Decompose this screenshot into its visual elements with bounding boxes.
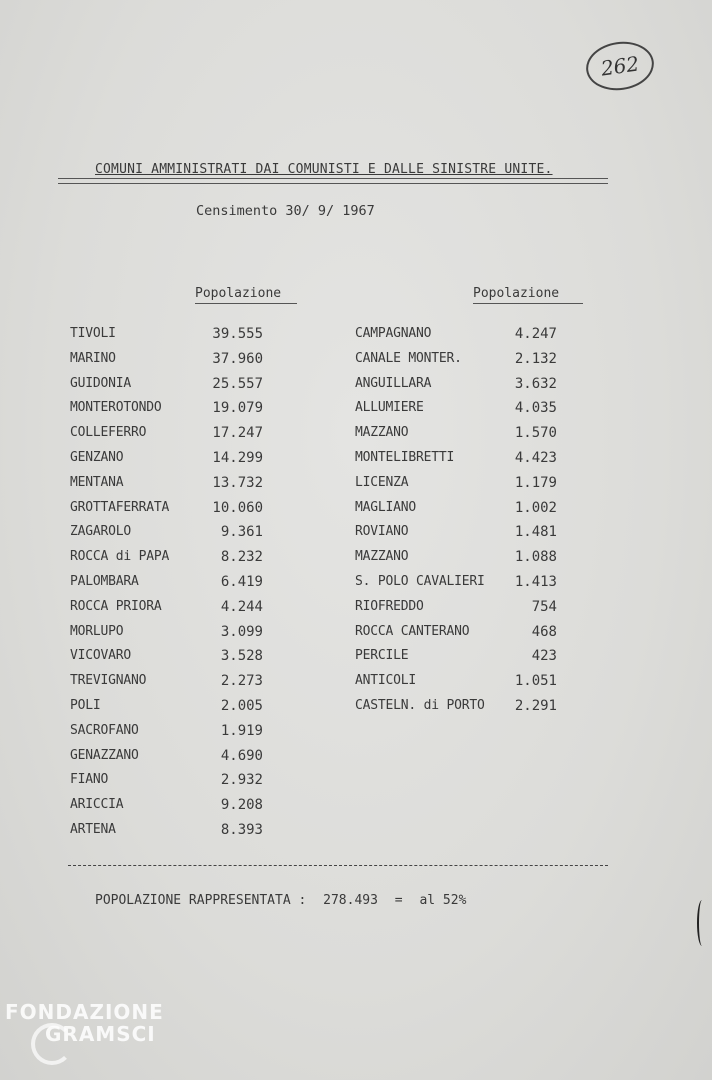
municipality-row: [355, 524, 560, 544]
municipality-population: 19.079: [212, 400, 263, 417]
municipality-population: 10.060: [212, 499, 263, 516]
municipality-name: GUIDONIA: [70, 375, 132, 391]
municipality-row: [355, 648, 560, 668]
column-header-right: Popolazione: [473, 286, 583, 304]
municipality-row: [355, 500, 560, 520]
municipality-row: [70, 673, 270, 693]
municipality-name: MARINO: [70, 350, 116, 366]
municipality-row: [70, 351, 270, 371]
municipality-row: [70, 450, 270, 470]
municipality-population: 3.099: [220, 623, 263, 640]
municipality-row: [70, 500, 270, 520]
municipality-population: 4.035: [514, 400, 557, 417]
municipality-name: CAMPAGNANO: [355, 326, 432, 341]
municipality-population: 9.208: [220, 797, 263, 814]
municipality-population: 1.002: [514, 499, 557, 516]
municipality-row: [70, 599, 270, 619]
summary-label: POPOLAZIONE RAPPRESENTATA :: [95, 893, 307, 908]
municipality-name: ARICCIA: [70, 797, 124, 813]
municipality-row: [70, 326, 270, 346]
municipality-row: [70, 376, 270, 396]
municipality-population: 423: [531, 648, 557, 665]
municipality-name: PERCILE: [355, 648, 409, 664]
municipality-name: GROTTAFERRATA: [70, 499, 170, 515]
municipality-population: 1.413: [514, 574, 557, 590]
municipality-name: TREVIGNANO: [70, 673, 147, 689]
municipality-name: GENZANO: [70, 450, 124, 465]
municipality-name: MAZZANO: [355, 425, 409, 441]
municipality-population: 25.557: [212, 375, 263, 392]
municipality-row: [70, 748, 270, 768]
title-double-underline: [58, 178, 608, 184]
fondazione-gramsci-watermark: [5, 1001, 164, 1045]
municipality-name: MORLUPO: [70, 623, 124, 639]
municipality-name: CASTELN. di PORTO: [355, 698, 485, 713]
municipality-name: VICOVARO: [70, 648, 132, 664]
municipality-population: 4.244: [220, 598, 263, 615]
municipality-name: CANALE MONTER.: [355, 350, 462, 366]
municipality-population: 3.528: [220, 648, 263, 665]
municipality-population: 8.232: [220, 549, 263, 566]
municipality-row: [70, 475, 270, 495]
municipality-population: 2.273: [220, 673, 263, 690]
municipality-row: [70, 797, 270, 817]
municipality-population: 4.423: [514, 450, 557, 466]
municipality-row: [355, 698, 560, 718]
municipality-row: [355, 549, 560, 569]
municipality-population: 2.005: [220, 698, 263, 714]
municipality-row: [355, 450, 560, 470]
municipality-population: 2.291: [514, 698, 557, 714]
municipality-population: 1.570: [514, 425, 557, 442]
municipality-population: 1.179: [514, 474, 557, 491]
summary-percent: al 52%: [419, 893, 467, 908]
municipality-row: [70, 524, 270, 544]
municipality-name: COLLEFERRO: [70, 425, 147, 441]
summary-divider: [68, 865, 608, 866]
municipality-name: ROVIANO: [355, 524, 409, 540]
municipality-population: 13.732: [212, 474, 263, 491]
municipality-population: 9.361: [220, 524, 263, 541]
margin-pen-mark: [697, 900, 707, 946]
municipality-row: [70, 574, 270, 594]
municipality-population: 468: [531, 623, 557, 640]
population-summary: [95, 893, 475, 908]
municipality-population: 3.632: [514, 375, 557, 392]
municipality-row: [70, 822, 270, 842]
municipality-population: 8.393: [220, 822, 263, 838]
municipality-row: [70, 648, 270, 668]
municipality-name: ARTENA: [70, 822, 116, 837]
municipality-population: 2.932: [220, 772, 263, 789]
municipality-row: [355, 673, 560, 693]
municipality-row: [70, 698, 270, 718]
municipality-name: PALOMBARA: [70, 574, 139, 589]
municipality-row: [355, 326, 560, 346]
watermark-line-1: FONDAZIONE: [5, 1000, 164, 1024]
municipality-row: [70, 425, 270, 445]
municipality-population: 14.299: [212, 450, 263, 466]
municipality-row: [355, 425, 560, 445]
municipality-name: ROCCA CANTERANO: [355, 623, 470, 639]
municipality-name: GENAZZANO: [70, 747, 139, 763]
municipality-name: ANGUILLARA: [355, 375, 432, 391]
municipality-row: [355, 624, 560, 644]
municipality-population: 1.051: [514, 673, 557, 690]
page-number-stamp: 262: [583, 38, 657, 95]
municipality-row: [70, 624, 270, 644]
municipality-row: [355, 400, 560, 420]
municipality-row: [70, 772, 270, 792]
municipality-row: [70, 723, 270, 743]
municipality-row: [70, 549, 270, 569]
watermark-logo-icon: [31, 1023, 73, 1065]
municipality-name: MONTEROTONDO: [70, 400, 162, 416]
municipality-name: RIOFREDDO: [355, 598, 424, 614]
municipality-row: [355, 574, 560, 594]
municipality-name: ALLUMIERE: [355, 400, 424, 416]
watermark-line-2: GRAMSCI: [45, 1022, 156, 1046]
municipality-name: MENTANA: [70, 474, 124, 490]
municipality-population: 37.960: [212, 350, 263, 367]
municipality-name: SACROFANO: [70, 722, 139, 738]
municipality-row: [355, 376, 560, 396]
municipality-population: 39.555: [212, 326, 263, 342]
municipality-population: 4.690: [220, 747, 263, 764]
summary-equals: =: [394, 893, 403, 908]
municipality-row: [355, 475, 560, 495]
municipality-name: ROCCA PRIORA: [70, 598, 162, 614]
municipality-name: FIANO: [70, 772, 109, 788]
municipality-population: 6.419: [220, 574, 263, 590]
municipality-row: [70, 400, 270, 420]
document-title: COMUNI AMMINISTRATI DAI COMUNISTI E DALLE SINISTRE UNITE.: [95, 162, 553, 177]
municipality-name: MAGLIANO: [355, 499, 417, 515]
municipality-population: 17.247: [212, 425, 263, 442]
municipality-name: MAZZANO: [355, 549, 409, 565]
municipality-population: 4.247: [514, 326, 557, 342]
municipality-population: 2.132: [514, 350, 557, 367]
municipality-name: ZAGAROLO: [70, 524, 132, 540]
municipality-row: [355, 351, 560, 371]
municipality-population: 1.481: [514, 524, 557, 541]
municipality-name: ANTICOLI: [355, 673, 417, 689]
municipality-population: 754: [531, 598, 557, 615]
summary-total: 278.493: [323, 893, 378, 908]
municipality-name: S. POLO CAVALIERI: [355, 574, 485, 589]
municipality-row: [355, 599, 560, 619]
municipality-name: TIVOLI: [70, 326, 116, 341]
column-header-left: Popolazione: [195, 286, 297, 304]
municipality-name: POLI: [70, 698, 101, 713]
municipality-name: ROCCA di PAPA: [70, 549, 170, 565]
census-date: Censimento 30/ 9/ 1967: [196, 203, 375, 219]
municipality-population: 1.919: [220, 722, 263, 739]
municipality-name: LICENZA: [355, 474, 409, 490]
municipality-name: MONTELIBRETTI: [355, 450, 455, 465]
municipality-population: 1.088: [514, 549, 557, 566]
